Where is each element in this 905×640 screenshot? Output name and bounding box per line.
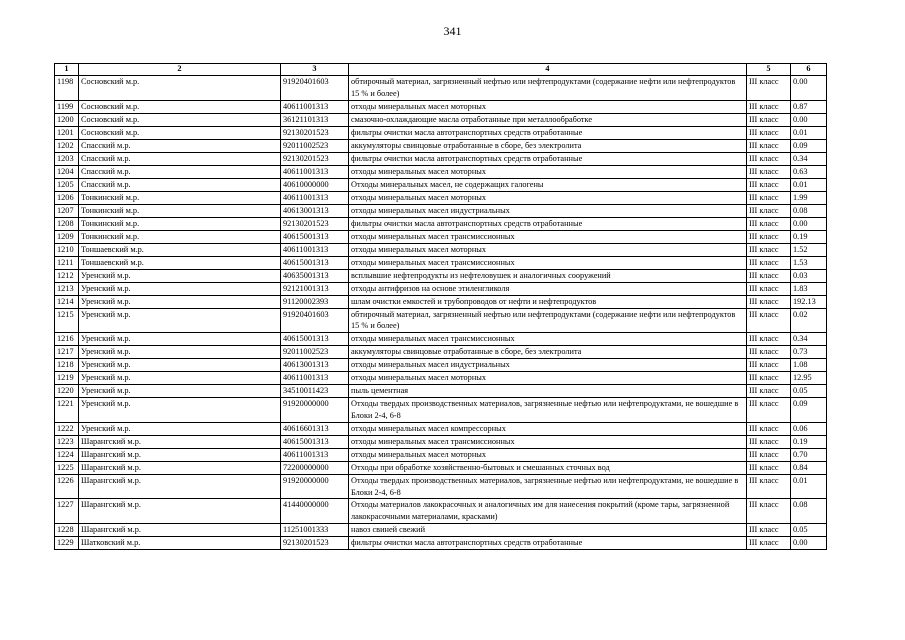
hazard-class-cell: III класс xyxy=(747,165,791,178)
waste-code-cell: 40613001313 xyxy=(281,204,349,217)
table-row xyxy=(55,499,827,524)
waste-code-cell: 92121001313 xyxy=(281,282,349,295)
hazard-class-cell: III класс xyxy=(747,385,791,398)
waste-name-cell: отходы минеральных масел моторных xyxy=(349,191,747,204)
waste-name-cell: отходы минеральных масел трансмиссионных xyxy=(349,230,747,243)
amount-cell: 1.08 xyxy=(791,359,827,372)
district-cell: Уренский м.р. xyxy=(79,308,281,333)
hazard-class-cell: III класс xyxy=(747,230,791,243)
district-cell: Уренский м.р. xyxy=(79,398,281,423)
district-cell: Сосновский м.р. xyxy=(79,100,281,113)
district-cell: Уренский м.р. xyxy=(79,333,281,346)
row-number-cell: 1199 xyxy=(55,100,79,113)
waste-name-cell: навоз свиней свежий xyxy=(349,523,747,536)
waste-name-cell: фильтры очистки масла автотранспортных средств отработанные xyxy=(349,152,747,165)
table-row xyxy=(55,256,827,269)
waste-name-cell: фильтры очистки масла автотранспортных средств отработанные xyxy=(349,126,747,139)
hazard-class-cell: III класс xyxy=(747,152,791,165)
waste-code-cell: 40613001313 xyxy=(281,359,349,372)
table-row xyxy=(55,100,827,113)
amount-cell: 0.34 xyxy=(791,333,827,346)
waste-code-cell: 40615001313 xyxy=(281,256,349,269)
row-number-cell: 1210 xyxy=(55,243,79,256)
waste-code-cell: 40611001313 xyxy=(281,191,349,204)
waste-code-cell: 11251001333 xyxy=(281,523,349,536)
district-cell: Тонкинский м.р. xyxy=(79,217,281,230)
amount-cell: 1.53 xyxy=(791,256,827,269)
table-row xyxy=(55,282,827,295)
waste-code-cell: 92130201523 xyxy=(281,126,349,139)
table-row xyxy=(55,76,827,101)
waste-name-cell: отходы минеральных масел трансмиссионных xyxy=(349,256,747,269)
amount-cell: 0.02 xyxy=(791,308,827,333)
amount-cell: 0.08 xyxy=(791,499,827,524)
waste-code-cell: 72200000000 xyxy=(281,461,349,474)
hazard-class-cell: III класс xyxy=(747,474,791,499)
waste-code-cell: 91120002393 xyxy=(281,295,349,308)
row-number-cell: 1213 xyxy=(55,282,79,295)
table-row xyxy=(55,113,827,126)
hazard-class-cell: III класс xyxy=(747,398,791,423)
table-row xyxy=(55,126,827,139)
waste-name-cell: Отходы твердых производственных материалов, загрязненные нефтью или нефтепродуктами, не вошедшие в Блоки 2-4, 6-8 xyxy=(349,474,747,499)
row-number-cell: 1225 xyxy=(55,461,79,474)
table-row xyxy=(55,523,827,536)
waste-code-cell: 41440000000 xyxy=(281,499,349,524)
row-number-cell: 1217 xyxy=(55,346,79,359)
table-row xyxy=(55,204,827,217)
district-cell: Уренский м.р. xyxy=(79,269,281,282)
amount-cell: 0.01 xyxy=(791,178,827,191)
hazard-class-cell: III класс xyxy=(747,295,791,308)
waste-name-cell: отходы минеральных масел моторных xyxy=(349,100,747,113)
waste-name-cell: отходы минеральных масел трансмиссионных xyxy=(349,333,747,346)
district-cell: Уренский м.р. xyxy=(79,422,281,435)
waste-code-cell: 91920000000 xyxy=(281,398,349,423)
district-cell: Шарангский м.р. xyxy=(79,474,281,499)
table-row xyxy=(55,308,827,333)
table-row xyxy=(55,243,827,256)
waste-code-cell: 92011002523 xyxy=(281,346,349,359)
row-number-cell: 1223 xyxy=(55,435,79,448)
row-number-cell: 1215 xyxy=(55,308,79,333)
row-number-cell: 1207 xyxy=(55,204,79,217)
waste-name-cell: обтирочный материал, загрязненный нефтью или нефтепродуктами (содержание нефти или нефтепродуктов 15 % и более) xyxy=(349,308,747,333)
district-cell: Шатковский м.р. xyxy=(79,536,281,549)
column-header-district: 2 xyxy=(79,64,281,76)
district-cell: Тонкинский м.р. xyxy=(79,230,281,243)
waste-code-cell: 36121101313 xyxy=(281,113,349,126)
amount-cell: 0.34 xyxy=(791,152,827,165)
district-cell: Уренский м.р. xyxy=(79,372,281,385)
waste-code-cell: 40610000000 xyxy=(281,178,349,191)
row-number-cell: 1222 xyxy=(55,422,79,435)
waste-code-cell: 91920401603 xyxy=(281,76,349,101)
waste-name-cell: отходы минеральных масел индустриальных xyxy=(349,204,747,217)
row-number-cell: 1201 xyxy=(55,126,79,139)
hazard-class-cell: III класс xyxy=(747,204,791,217)
hazard-class-cell: III класс xyxy=(747,461,791,474)
hazard-class-cell: III класс xyxy=(747,191,791,204)
district-cell: Уренский м.р. xyxy=(79,346,281,359)
table-row xyxy=(55,191,827,204)
row-number-cell: 1212 xyxy=(55,269,79,282)
waste-name-cell: обтирочный материал, загрязненный нефтью или нефтепродуктами (содержание нефти или нефтепродуктов 15 % и более) xyxy=(349,76,747,101)
district-cell: Шарангский м.р. xyxy=(79,435,281,448)
hazard-class-cell: III класс xyxy=(747,333,791,346)
hazard-class-cell: III класс xyxy=(747,346,791,359)
page-number: 341 xyxy=(443,24,462,38)
row-number-cell: 1204 xyxy=(55,165,79,178)
district-cell: Тоншаевский м.р. xyxy=(79,243,281,256)
waste-name-cell: отходы антифризов на основе этиленгликоля xyxy=(349,282,747,295)
waste-name-cell: отходы минеральных масел моторных xyxy=(349,448,747,461)
row-number-cell: 1203 xyxy=(55,152,79,165)
district-cell: Спасский м.р. xyxy=(79,178,281,191)
district-cell: Уренский м.р. xyxy=(79,385,281,398)
waste-name-cell: Отходы материалов лакокрасочных и аналогичных им для нанесения покрытий (кроме тары, загрязненной лакокрасочными материалами, красками) xyxy=(349,499,747,524)
district-cell: Спасский м.р. xyxy=(79,165,281,178)
district-cell: Сосновский м.р. xyxy=(79,113,281,126)
row-number-cell: 1200 xyxy=(55,113,79,126)
row-number-cell: 1214 xyxy=(55,295,79,308)
district-cell: Тонкинский м.р. xyxy=(79,191,281,204)
row-number-cell: 1206 xyxy=(55,191,79,204)
district-cell: Уренский м.р. xyxy=(79,295,281,308)
waste-name-cell: Отходы при обработке хозяйственно-бытовых и смешанных сточных вод xyxy=(349,461,747,474)
waste-code-cell: 92130201523 xyxy=(281,152,349,165)
district-cell: Шарангский м.р. xyxy=(79,448,281,461)
hazard-class-cell: III класс xyxy=(747,126,791,139)
amount-cell: 0.01 xyxy=(791,126,827,139)
waste-code-cell: 40615001313 xyxy=(281,333,349,346)
table-row xyxy=(55,333,827,346)
amount-cell: 0.00 xyxy=(791,536,827,549)
waste-name-cell: смазочно-охлаждающие масла отработанные при металлообработке xyxy=(349,113,747,126)
amount-cell: 0.19 xyxy=(791,230,827,243)
hazard-class-cell: III класс xyxy=(747,282,791,295)
hazard-class-cell: III класс xyxy=(747,243,791,256)
hazard-class-cell: III класс xyxy=(747,448,791,461)
amount-cell: 0.00 xyxy=(791,113,827,126)
amount-cell: 0.87 xyxy=(791,100,827,113)
row-number-cell: 1218 xyxy=(55,359,79,372)
amount-cell: 0.05 xyxy=(791,523,827,536)
district-cell: Сосновский м.р. xyxy=(79,76,281,101)
amount-cell: 0.09 xyxy=(791,398,827,423)
amount-cell: 0.09 xyxy=(791,139,827,152)
waste-name-cell: фильтры очистки масла автотранспортных средств отработанные xyxy=(349,217,747,230)
waste-code-cell: 92130201523 xyxy=(281,536,349,549)
waste-name-cell: шлам очистки емкостей и трубопроводов от нефти и нефтепродуктов xyxy=(349,295,747,308)
hazard-class-cell: III класс xyxy=(747,217,791,230)
hazard-class-cell: III класс xyxy=(747,139,791,152)
waste-name-cell: всплывшие нефтепродукты из нефтеловушек и аналогичных сооружений xyxy=(349,269,747,282)
waste-code-cell: 40611001313 xyxy=(281,448,349,461)
table-row xyxy=(55,165,827,178)
table-row xyxy=(55,217,827,230)
table-row xyxy=(55,435,827,448)
hazard-class-cell: III класс xyxy=(747,308,791,333)
waste-name-cell: отходы минеральных масел компрессорных xyxy=(349,422,747,435)
waste-name-cell: Отходы минеральных масел, не содержащих галогены xyxy=(349,178,747,191)
hazard-class-cell: III класс xyxy=(747,256,791,269)
table-row xyxy=(55,372,827,385)
amount-cell: 0.00 xyxy=(791,217,827,230)
district-cell: Уренский м.р. xyxy=(79,359,281,372)
waste-code-cell: 40611001313 xyxy=(281,243,349,256)
district-cell: Шарангский м.р. xyxy=(79,461,281,474)
district-cell: Тонкинский м.р. xyxy=(79,204,281,217)
waste-name-cell: отходы минеральных масел моторных xyxy=(349,165,747,178)
waste-name-cell: отходы минеральных масел моторных xyxy=(349,372,747,385)
table-row xyxy=(55,461,827,474)
table-row xyxy=(55,269,827,282)
hazard-class-cell: III класс xyxy=(747,113,791,126)
waste-name-cell: аккумуляторы свинцовые отработанные в сборе, без электролита xyxy=(349,346,747,359)
hazard-class-cell: III класс xyxy=(747,372,791,385)
table-row xyxy=(55,536,827,549)
table-row xyxy=(55,474,827,499)
waste-code-cell: 40635001313 xyxy=(281,269,349,282)
district-cell: Сосновский м.р. xyxy=(79,126,281,139)
row-number-cell: 1219 xyxy=(55,372,79,385)
amount-cell: 0.01 xyxy=(791,474,827,499)
waste-code-cell: 92011002523 xyxy=(281,139,349,152)
table-header-row xyxy=(55,64,827,76)
row-number-cell: 1208 xyxy=(55,217,79,230)
hazard-class-cell: III класс xyxy=(747,269,791,282)
waste-code-cell: 40615001313 xyxy=(281,435,349,448)
waste-table xyxy=(54,63,827,550)
row-number-cell: 1198 xyxy=(55,76,79,101)
district-cell: Шарангский м.р. xyxy=(79,499,281,524)
waste-name-cell: отходы минеральных масел моторных xyxy=(349,243,747,256)
row-number-cell: 1226 xyxy=(55,474,79,499)
row-number-cell: 1220 xyxy=(55,385,79,398)
amount-cell: 0.73 xyxy=(791,346,827,359)
hazard-class-cell: III класс xyxy=(747,422,791,435)
amount-cell: 0.63 xyxy=(791,165,827,178)
hazard-class-cell: III класс xyxy=(747,178,791,191)
waste-code-cell: 92130201523 xyxy=(281,217,349,230)
table-row xyxy=(55,230,827,243)
waste-name-cell: аккумуляторы свинцовые отработанные в сборе, без электролита xyxy=(349,139,747,152)
district-cell: Шарангский м.р. xyxy=(79,523,281,536)
amount-cell: 1.83 xyxy=(791,282,827,295)
waste-code-cell: 40611001313 xyxy=(281,165,349,178)
column-header-code: 3 xyxy=(281,64,349,76)
table-row xyxy=(55,448,827,461)
amount-cell: 0.06 xyxy=(791,422,827,435)
hazard-class-cell: III класс xyxy=(747,536,791,549)
hazard-class-cell: III класс xyxy=(747,499,791,524)
waste-name-cell: фильтры очистки масла автотранспортных средств отработанные xyxy=(349,536,747,549)
amount-cell: 1.99 xyxy=(791,191,827,204)
row-number-cell: 1205 xyxy=(55,178,79,191)
waste-code-cell: 91920000000 xyxy=(281,474,349,499)
row-number-cell: 1221 xyxy=(55,398,79,423)
waste-name-cell: отходы минеральных масел трансмиссионных xyxy=(349,435,747,448)
waste-name-cell: отходы минеральных масел индустриальных xyxy=(349,359,747,372)
amount-cell: 12.95 xyxy=(791,372,827,385)
table-row xyxy=(55,398,827,423)
amount-cell: 192.13 xyxy=(791,295,827,308)
waste-code-cell: 34510011423 xyxy=(281,385,349,398)
waste-name-cell: пыль цементная xyxy=(349,385,747,398)
hazard-class-cell: III класс xyxy=(747,76,791,101)
waste-name-cell: Отходы твердых производственных материалов, загрязненные нефтью или нефтепродуктами, не вошедшие в Блоки 2-4, 6-8 xyxy=(349,398,747,423)
waste-code-cell: 40616601313 xyxy=(281,422,349,435)
table-row xyxy=(55,422,827,435)
amount-cell: 1.52 xyxy=(791,243,827,256)
row-number-cell: 1227 xyxy=(55,499,79,524)
hazard-class-cell: III класс xyxy=(747,359,791,372)
row-number-cell: 1211 xyxy=(55,256,79,269)
waste-code-cell: 40611001313 xyxy=(281,372,349,385)
row-number-cell: 1229 xyxy=(55,536,79,549)
table-row xyxy=(55,139,827,152)
hazard-class-cell: III класс xyxy=(747,523,791,536)
waste-code-cell: 40615001313 xyxy=(281,230,349,243)
table-row xyxy=(55,385,827,398)
column-header-number: 1 xyxy=(55,64,79,76)
row-number-cell: 1209 xyxy=(55,230,79,243)
amount-cell: 0.08 xyxy=(791,204,827,217)
district-cell: Уренский м.р. xyxy=(79,282,281,295)
row-number-cell: 1228 xyxy=(55,523,79,536)
amount-cell: 0.70 xyxy=(791,448,827,461)
district-cell: Тоншаевский м.р. xyxy=(79,256,281,269)
amount-cell: 0.19 xyxy=(791,435,827,448)
column-header-waste-name: 4 xyxy=(349,64,747,76)
table-row xyxy=(55,295,827,308)
district-cell: Спасский м.р. xyxy=(79,139,281,152)
table-row xyxy=(55,152,827,165)
amount-cell: 0.05 xyxy=(791,385,827,398)
waste-code-cell: 40611001313 xyxy=(281,100,349,113)
waste-code-cell: 91920401603 xyxy=(281,308,349,333)
hazard-class-cell: III класс xyxy=(747,435,791,448)
column-header-hazard-class: 5 xyxy=(747,64,791,76)
row-number-cell: 1216 xyxy=(55,333,79,346)
table-body xyxy=(55,76,827,550)
hazard-class-cell: III класс xyxy=(747,100,791,113)
amount-cell: 0.84 xyxy=(791,461,827,474)
amount-cell: 0.03 xyxy=(791,269,827,282)
row-number-cell: 1202 xyxy=(55,139,79,152)
table-row xyxy=(55,359,827,372)
amount-cell: 0.00 xyxy=(791,76,827,101)
district-cell: Спасский м.р. xyxy=(79,152,281,165)
table-row xyxy=(55,346,827,359)
table-row xyxy=(55,178,827,191)
column-header-amount: 6 xyxy=(791,64,827,76)
row-number-cell: 1224 xyxy=(55,448,79,461)
